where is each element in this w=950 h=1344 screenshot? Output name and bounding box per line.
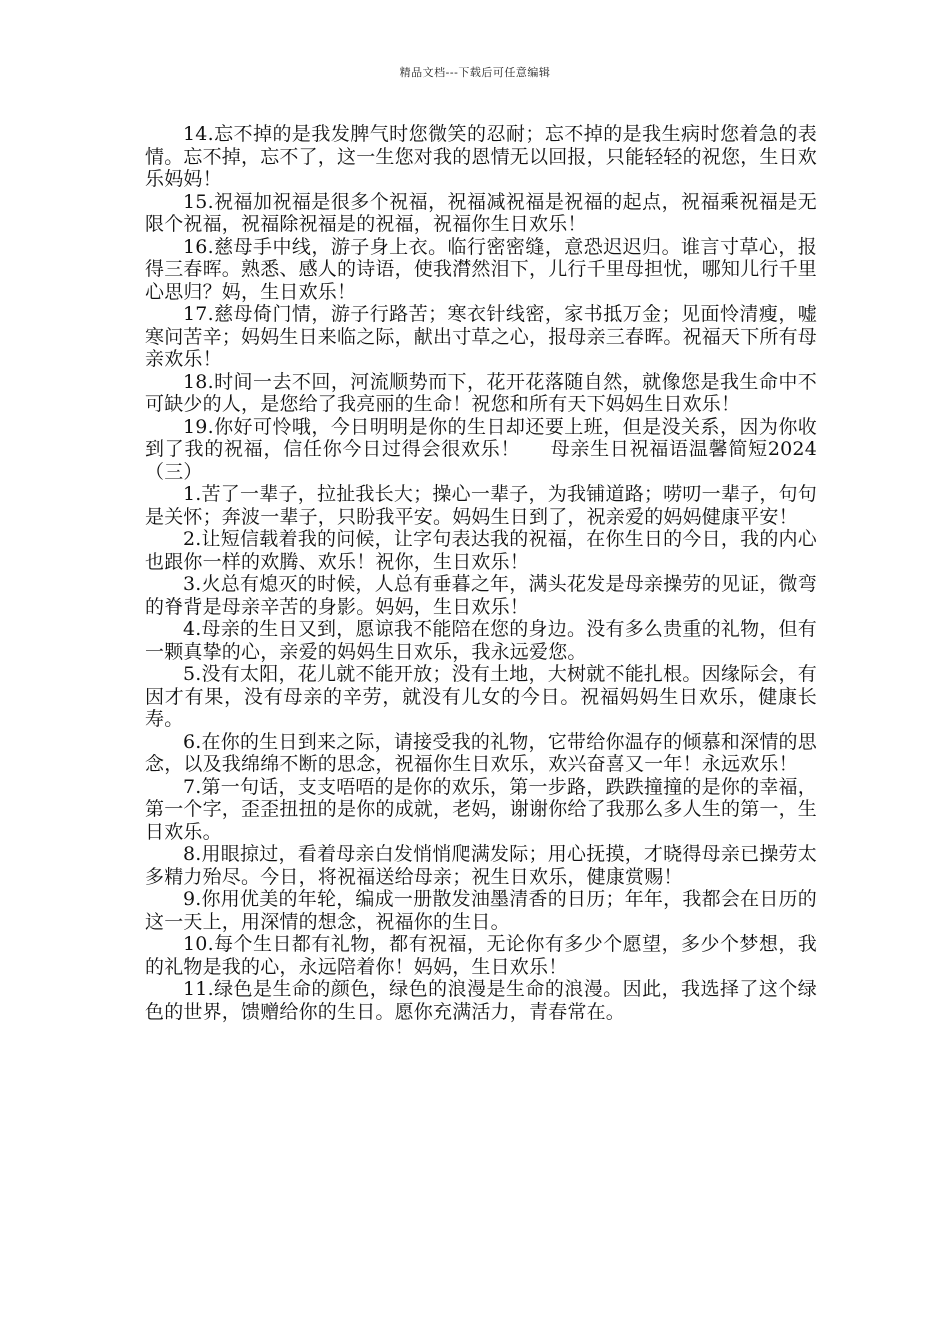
paragraph: 6.在你的生日到来之际，请接受我的礼物，它带给你温存的倾慕和深情的思念，以及我绵绵不断的思念，祝福你生日欢乐，欢兴奋喜又一年！永远欢乐！	[145, 730, 817, 775]
paragraph-text: 19.你好可怜哦，今日明明是你的生日却还要上班，但是没关系，因为你收到了我的祝福，信任你今日过得会很欢乐！	[145, 415, 817, 460]
paragraph: 4.母亲的生日又到，愿谅我不能陪在您的身边。没有多么贵重的礼物，但有一颗真挚的心，亲爱的妈妈生日欢乐，我永远爱您。	[145, 618, 817, 663]
paragraph: 10.每个生日都有礼物，都有祝福，无论你有多少个愿望，多少个梦想，我的礼物是我的心，永远陪着你！妈妈，生日欢乐！	[145, 933, 817, 978]
paragraph: 11.绿色是生命的颜色，绿色的浪漫是生命的浪漫。因此，我选择了这个绿色的世界，馈赠给你的生日。愿你充满活力，青春常在。	[145, 978, 817, 1023]
section-heading: 母亲生日祝福语温馨简短2024（三）	[145, 438, 817, 483]
paragraph: 17.慈母倚门情，游子行路苦；寒衣针线密，家书抵万金；见面怜清瘦，嘘寒问苦辛；妈妈生日来临之际，献出寸草之心，报母亲三春晖。祝福天下所有母亲欢乐！	[145, 303, 818, 370]
paragraph-with-heading	[145, 416, 817, 484]
paragraph: 9.你用优美的年轮，编成一册散发油墨清香的日历；年年，我都会在日历的这一天上，用深情的想念，祝福你的生日。	[145, 888, 817, 933]
document-body	[145, 123, 817, 1023]
paragraph: 3.火总有熄灭的时候，人总有垂暮之年，满头花发是母亲操劳的见证，微弯的脊背是母亲辛苦的身影。妈妈，生日欢乐！	[145, 573, 817, 618]
paragraph: 2.让短信载着我的问候，让字句表达我的祝福，在你生日的今日，我的内心也跟你一样的欢腾、欢乐！祝你，生日欢乐！	[145, 528, 817, 573]
paragraph: 5.没有太阳，花儿就不能开放；没有土地，大树就不能扎根。因缘际会，有因才有果，没有母亲的辛劳，就没有儿女的今日。祝福妈妈生日欢乐，健康长寿。	[145, 663, 817, 730]
paragraph: 7.第一句话，支支唔唔的是你的欢乐，第一步路，跌跌撞撞的是你的幸福，第一个字，歪歪扭扭的是你的成就，老妈，谢谢你给了我那么多人生的第一，生日欢乐。	[145, 775, 818, 843]
paragraph: 8.用眼掠过，看着母亲白发悄悄爬满发际；用心抚摸，才晓得母亲已操劳太多精力殆尽。今日，将祝福送给母亲；祝生日欢乐，健康赏赐！	[145, 843, 817, 888]
paragraph: 14.忘不掉的是我发脾气时您微笑的忍耐；忘不掉的是我生病时您着急的表情。忘不掉，忘不了，这一生您对我的恩情无以回报，只能轻轻的祝您，生日欢乐妈妈！	[145, 123, 818, 190]
page-header: 精品文档---下载后可任意编辑	[399, 66, 551, 79]
paragraph: 1.苦了一辈子，拉扯我长大；操心一辈子，为我铺道路；唠叨一辈子，句句是关怀；奔波一辈子，只盼我平安。妈妈生日到了，祝亲爱的妈妈健康平安！	[145, 483, 817, 528]
paragraph: 15.祝福加祝福是很多个祝福，祝福减祝福是祝福的起点，祝福乘祝福是无限个祝福，祝福除祝福是的祝福，祝福你生日欢乐！	[145, 190, 817, 235]
paragraph: 18.时间一去不回，河流顺势而下，花开花落随自然，就像您是我生命中不可缺少的人，是您给了我亮丽的生命！祝您和所有天下妈妈生日欢乐！	[145, 370, 817, 415]
paragraph: 16.慈母手中线，游子身上衣。临行密密缝，意恐迟迟归。谁言寸草心，报得三春晖。熟悉、感人的诗语，使我潸然泪下，儿行千里母担忧，哪知儿行千里心思归？妈，生日欢乐！	[145, 235, 818, 303]
